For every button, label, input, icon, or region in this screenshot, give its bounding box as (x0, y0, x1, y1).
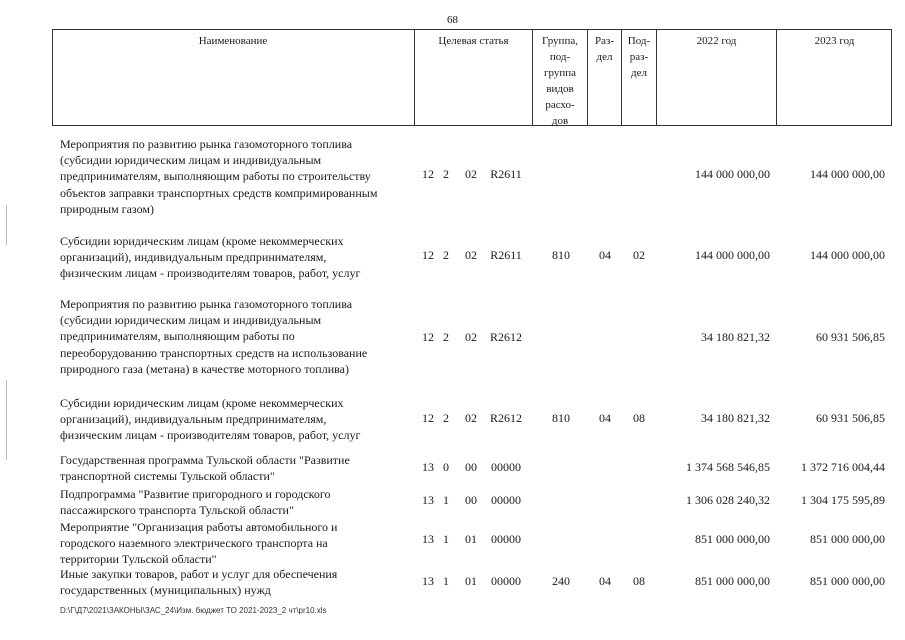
header-2022: 2022 год (696, 35, 737, 47)
amount-2023: 60 931 506,85 (816, 411, 885, 425)
amount-2023: 1 304 175 595,89 (801, 493, 885, 507)
direction-code: 00000 (491, 532, 521, 546)
subprogram-code: 1 (443, 493, 449, 507)
direction-code: 00000 (491, 493, 521, 507)
program-code: 12 (422, 330, 434, 344)
amount-2023: 1 372 716 004,44 (801, 460, 885, 474)
subprogram-code: 0 (443, 460, 449, 474)
margin-mark (6, 205, 7, 245)
subsection-code: 02 (633, 248, 645, 262)
subsection-code: 08 (633, 411, 645, 425)
row-name: Мероприятия по развитию рынка газомоторного топлива (субсидии юридическим лицам и индивидуальным предпринимателям, выполняющим работы по строительству объектов заправки транспортных средств компримированным природным газом) (60, 137, 378, 216)
direction-code: 00000 (491, 460, 521, 474)
section-code: 04 (599, 248, 611, 262)
header-name: Наименование (198, 35, 268, 47)
amount-2022: 851 000 000,00 (695, 532, 770, 546)
direction-code: R2611 (490, 167, 522, 181)
margin-mark (6, 380, 7, 460)
measure-code: 00 (465, 460, 477, 474)
measure-code: 00 (465, 493, 477, 507)
subprogram-code: 1 (443, 532, 449, 546)
direction-code: 00000 (491, 574, 521, 588)
program-code: 13 (422, 493, 434, 507)
amount-2022: 34 180 821,32 (701, 330, 770, 344)
group-code: 240 (552, 574, 570, 588)
amount-2023: 144 000 000,00 (810, 167, 885, 181)
direction-code: R2611 (490, 248, 522, 262)
subprogram-code: 2 (443, 411, 449, 425)
program-code: 12 (422, 167, 434, 181)
subprogram-code: 2 (443, 248, 449, 262)
program-code: 13 (422, 574, 434, 588)
amount-2022: 851 000 000,00 (695, 574, 770, 588)
amount-2023: 60 931 506,85 (816, 330, 885, 344)
section-code: 04 (599, 574, 611, 588)
amount-2022: 144 000 000,00 (695, 167, 770, 181)
program-code: 12 (422, 248, 434, 262)
header-section: Раз- дел (594, 35, 614, 63)
direction-code: R2612 (489, 411, 522, 425)
amount-2022: 34 180 821,32 (701, 411, 770, 425)
page-number: 68 (447, 14, 458, 26)
row-name: Иные закупки товаров, работ и услуг для обеспечения государственных (муниципальных) нужд (60, 567, 338, 598)
header-subsection: Под- раз- дел (627, 35, 651, 79)
subprogram-code: 2 (443, 330, 449, 344)
amount-2022: 1 374 568 546,85 (686, 460, 770, 474)
amount-2022: 1 306 028 240,32 (686, 493, 770, 507)
subprogram-code: 2 (443, 167, 449, 181)
measure-code: 01 (465, 532, 477, 546)
program-code: 12 (422, 411, 434, 425)
header-group: Группа, под- группа видов расхо- дов (542, 35, 578, 127)
amount-2023: 144 000 000,00 (810, 248, 885, 262)
row-name: Подпрограмма "Развитие пригородного и городского пассажирского транспорта Тульской области" (60, 487, 331, 518)
file-path-footer: D:\Г\Д7\2021\ЗАКОНЫ\ЗАС_24\Изм. бюджет ТО 2021-2023_2 чт\pr10.xls (60, 606, 327, 615)
header-2023: 2023 год (814, 35, 855, 47)
program-code: 13 (422, 532, 434, 546)
row-name: Субсидии юридическим лицам (кроме некоммерческих организаций), индивидуальным предпринимателям, физическим лицам - производителям товаров, работ, услуг (60, 396, 361, 443)
measure-code: 02 (465, 248, 477, 262)
section-code: 04 (599, 411, 611, 425)
measure-code: 01 (465, 574, 477, 588)
group-code: 810 (552, 411, 570, 425)
row-name: Субсидии юридическим лицам (кроме некоммерческих организаций), индивидуальным предпринимателям, физическим лицам - производителям товаров, работ, услуг (60, 234, 361, 281)
amount-2022: 144 000 000,00 (695, 248, 770, 262)
measure-code: 02 (465, 330, 477, 344)
measure-code: 02 (465, 167, 477, 181)
amount-2023: 851 000 000,00 (810, 532, 885, 546)
row-name: Мероприятия по развитию рынка газомоторного топлива (субсидии юридическим лицам и индивидуальным предпринимателям, выполняющим работы по переоборудованию транспортных средств на использование природного газа (метана) в качестве моторного топлива) (60, 297, 368, 376)
amount-2023: 851 000 000,00 (810, 574, 885, 588)
program-code: 13 (422, 460, 434, 474)
direction-code: R2612 (489, 330, 522, 344)
measure-code: 02 (465, 411, 477, 425)
header-target: Целевая статья (438, 35, 509, 47)
row-name: Мероприятие "Организация работы автомобильного и городского наземного электрического транспорта на территории Тульской области" (60, 520, 338, 567)
subsection-code: 08 (633, 574, 645, 588)
row-name: Государственная программа Тульской области "Развитие транспортной системы Тульской области" (60, 453, 350, 484)
subprogram-code: 1 (443, 574, 449, 588)
group-code: 810 (552, 248, 570, 262)
